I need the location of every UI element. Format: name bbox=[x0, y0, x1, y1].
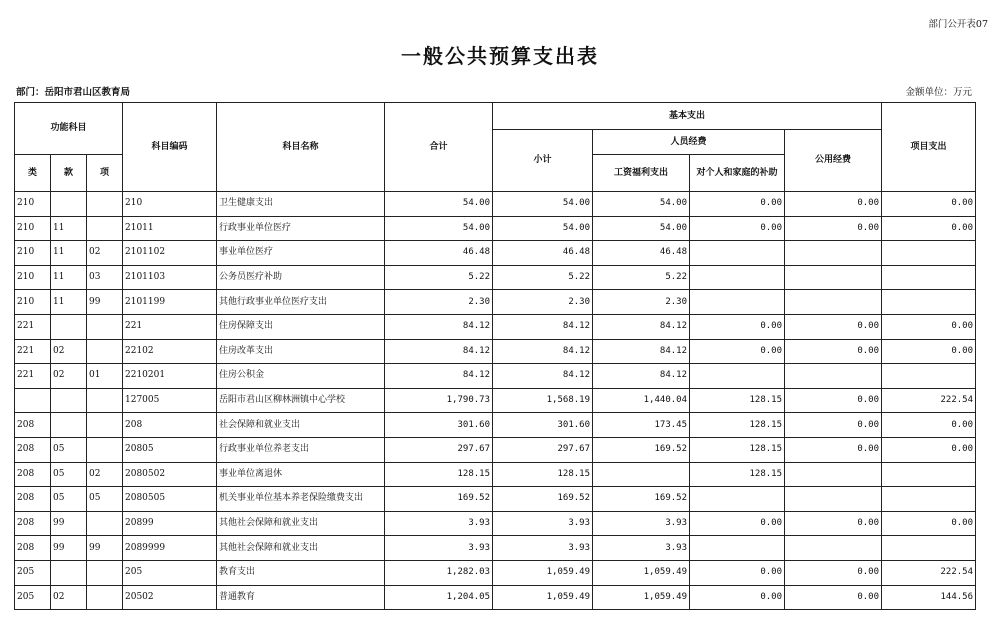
cell-subject-name: 岳阳市君山区柳林洲镇中心学校 bbox=[217, 388, 385, 413]
cell-total: 46.48 bbox=[385, 241, 493, 266]
cell-family-subsidy: 0.00 bbox=[690, 192, 785, 217]
cell-salary: 169.52 bbox=[593, 437, 690, 462]
cell-subject-code: 2101199 bbox=[123, 290, 217, 315]
cell-xiang bbox=[87, 388, 123, 413]
header-salary: 工资福利支出 bbox=[593, 155, 690, 192]
header-subject-code: 科目编码 bbox=[123, 103, 217, 192]
cell-project bbox=[882, 536, 976, 561]
cell-xiang: 05 bbox=[87, 487, 123, 512]
cell-lei: 208 bbox=[15, 536, 51, 561]
cell-subject-name: 普通教育 bbox=[217, 585, 385, 610]
cell-xiang bbox=[87, 585, 123, 610]
cell-total: 169.52 bbox=[385, 487, 493, 512]
cell-subtotal: 1,059.49 bbox=[493, 585, 593, 610]
cell-subject-name: 公务员医疗补助 bbox=[217, 265, 385, 290]
cell-total: 54.00 bbox=[385, 192, 493, 217]
cell-subject-name: 其他社会保障和就业支出 bbox=[217, 536, 385, 561]
cell-salary: 169.52 bbox=[593, 487, 690, 512]
cell-project: 0.00 bbox=[882, 192, 976, 217]
cell-lei bbox=[15, 388, 51, 413]
cell-total: 297.67 bbox=[385, 437, 493, 462]
cell-family-subsidy: 0.00 bbox=[690, 511, 785, 536]
cell-kuan bbox=[51, 560, 87, 585]
cell-total: 128.15 bbox=[385, 462, 493, 487]
cell-public-funds: 0.00 bbox=[785, 192, 882, 217]
cell-total: 84.12 bbox=[385, 339, 493, 364]
cell-subject-name: 机关事业单位基本养老保险缴费支出 bbox=[217, 487, 385, 512]
cell-kuan: 11 bbox=[51, 216, 87, 241]
cell-subtotal: 169.52 bbox=[493, 487, 593, 512]
table-row bbox=[15, 216, 976, 241]
cell-subtotal: 54.00 bbox=[493, 192, 593, 217]
cell-kuan: 11 bbox=[51, 265, 87, 290]
cell-lei: 205 bbox=[15, 585, 51, 610]
cell-subject-name: 住房改革支出 bbox=[217, 339, 385, 364]
cell-total: 3.93 bbox=[385, 511, 493, 536]
cell-salary: 5.22 bbox=[593, 265, 690, 290]
table-row bbox=[15, 388, 976, 413]
cell-project: 0.00 bbox=[882, 339, 976, 364]
cell-public-funds: 0.00 bbox=[785, 560, 882, 585]
header-lei: 类 bbox=[15, 155, 51, 192]
cell-subtotal: 2.30 bbox=[493, 290, 593, 315]
cell-salary: 84.12 bbox=[593, 314, 690, 339]
cell-salary: 84.12 bbox=[593, 364, 690, 389]
table-row bbox=[15, 536, 976, 561]
cell-lei: 210 bbox=[15, 290, 51, 315]
table-row bbox=[15, 511, 976, 536]
cell-lei: 208 bbox=[15, 511, 51, 536]
cell-kuan: 05 bbox=[51, 437, 87, 462]
cell-total: 1,790.73 bbox=[385, 388, 493, 413]
cell-lei: 210 bbox=[15, 265, 51, 290]
cell-public-funds bbox=[785, 265, 882, 290]
cell-public-funds bbox=[785, 487, 882, 512]
cell-family-subsidy bbox=[690, 241, 785, 266]
cell-salary: 2.30 bbox=[593, 290, 690, 315]
header-project-expense: 项目支出 bbox=[882, 103, 976, 192]
cell-family-subsidy bbox=[690, 364, 785, 389]
cell-salary: 46.48 bbox=[593, 241, 690, 266]
cell-family-subsidy: 128.15 bbox=[690, 388, 785, 413]
cell-lei: 208 bbox=[15, 462, 51, 487]
header-total: 合计 bbox=[385, 103, 493, 192]
cell-subject-name: 行政事业单位养老支出 bbox=[217, 437, 385, 462]
cell-public-funds: 0.00 bbox=[785, 437, 882, 462]
cell-total: 84.12 bbox=[385, 364, 493, 389]
cell-subtotal: 297.67 bbox=[493, 437, 593, 462]
header-subtotal: 小计 bbox=[493, 130, 593, 192]
cell-total: 54.00 bbox=[385, 216, 493, 241]
cell-project: 0.00 bbox=[882, 314, 976, 339]
table-row bbox=[15, 560, 976, 585]
cell-xiang: 99 bbox=[87, 536, 123, 561]
cell-subject-name: 行政事业单位医疗 bbox=[217, 216, 385, 241]
cell-public-funds: 0.00 bbox=[785, 339, 882, 364]
cell-subtotal: 1,059.49 bbox=[493, 560, 593, 585]
cell-xiang: 99 bbox=[87, 290, 123, 315]
cell-kuan: 99 bbox=[51, 511, 87, 536]
cell-subject-code: 210 bbox=[123, 192, 217, 217]
header-xiang: 项 bbox=[87, 155, 123, 192]
cell-salary: 54.00 bbox=[593, 216, 690, 241]
table-row bbox=[15, 192, 976, 217]
cell-xiang bbox=[87, 511, 123, 536]
cell-subject-name: 住房保障支出 bbox=[217, 314, 385, 339]
cell-public-funds bbox=[785, 241, 882, 266]
cell-lei: 221 bbox=[15, 339, 51, 364]
cell-xiang: 01 bbox=[87, 364, 123, 389]
cell-subtotal: 301.60 bbox=[493, 413, 593, 438]
cell-subject-code: 2101102 bbox=[123, 241, 217, 266]
cell-xiang: 02 bbox=[87, 241, 123, 266]
cell-total: 5.22 bbox=[385, 265, 493, 290]
department-label: 部门：岳阳市君山区教育局 bbox=[16, 87, 131, 98]
cell-kuan bbox=[51, 413, 87, 438]
header-kuan: 款 bbox=[51, 155, 87, 192]
cell-kuan: 05 bbox=[51, 487, 87, 512]
cell-total: 84.12 bbox=[385, 314, 493, 339]
table-row bbox=[15, 462, 976, 487]
cell-family-subsidy: 0.00 bbox=[690, 314, 785, 339]
cell-total: 3.93 bbox=[385, 536, 493, 561]
cell-total: 1,204.05 bbox=[385, 585, 493, 610]
cell-public-funds: 0.00 bbox=[785, 216, 882, 241]
budget-table bbox=[14, 102, 976, 610]
cell-xiang bbox=[87, 192, 123, 217]
cell-xiang bbox=[87, 437, 123, 462]
cell-family-subsidy: 0.00 bbox=[690, 585, 785, 610]
cell-salary: 84.12 bbox=[593, 339, 690, 364]
cell-subject-name: 卫生健康支出 bbox=[217, 192, 385, 217]
cell-subject-code: 2101103 bbox=[123, 265, 217, 290]
cell-kuan: 11 bbox=[51, 290, 87, 315]
cell-subject-name: 其他行政事业单位医疗支出 bbox=[217, 290, 385, 315]
header-personnel: 人员经费 bbox=[593, 130, 785, 155]
cell-project bbox=[882, 265, 976, 290]
cell-project: 0.00 bbox=[882, 413, 976, 438]
cell-total: 2.30 bbox=[385, 290, 493, 315]
cell-subtotal: 128.15 bbox=[493, 462, 593, 487]
cell-xiang bbox=[87, 413, 123, 438]
page-title: 一般公共预算支出表 bbox=[401, 44, 599, 68]
cell-salary: 3.93 bbox=[593, 511, 690, 536]
cell-subtotal: 1,568.19 bbox=[493, 388, 593, 413]
cell-subtotal: 54.00 bbox=[493, 216, 593, 241]
cell-family-subsidy bbox=[690, 487, 785, 512]
cell-project: 0.00 bbox=[882, 437, 976, 462]
table-row bbox=[15, 364, 976, 389]
cell-kuan: 99 bbox=[51, 536, 87, 561]
cell-project bbox=[882, 290, 976, 315]
cell-public-funds: 0.00 bbox=[785, 413, 882, 438]
cell-kuan bbox=[51, 314, 87, 339]
table-row bbox=[15, 290, 976, 315]
table-row bbox=[15, 487, 976, 512]
cell-lei: 210 bbox=[15, 216, 51, 241]
cell-subject-code: 2080505 bbox=[123, 487, 217, 512]
table-row bbox=[15, 241, 976, 266]
header-public-funds: 公用经费 bbox=[785, 130, 882, 192]
header-subject-name: 科目名称 bbox=[217, 103, 385, 192]
cell-subject-code: 208 bbox=[123, 413, 217, 438]
cell-salary: 1,059.49 bbox=[593, 585, 690, 610]
cell-xiang bbox=[87, 314, 123, 339]
cell-project: 222.54 bbox=[882, 388, 976, 413]
cell-project: 0.00 bbox=[882, 216, 976, 241]
cell-salary: 3.93 bbox=[593, 536, 690, 561]
cell-kuan: 02 bbox=[51, 364, 87, 389]
cell-subtotal: 84.12 bbox=[493, 364, 593, 389]
header-family-subsidy: 对个人和家庭的补助 bbox=[690, 155, 785, 192]
cell-subtotal: 84.12 bbox=[493, 339, 593, 364]
cell-lei: 208 bbox=[15, 437, 51, 462]
table-row bbox=[15, 314, 976, 339]
cell-kuan: 11 bbox=[51, 241, 87, 266]
table-row bbox=[15, 437, 976, 462]
cell-public-funds: 0.00 bbox=[785, 388, 882, 413]
cell-subject-name: 社会保障和就业支出 bbox=[217, 413, 385, 438]
cell-xiang bbox=[87, 339, 123, 364]
cell-salary: 1,440.04 bbox=[593, 388, 690, 413]
cell-lei: 205 bbox=[15, 560, 51, 585]
cell-lei: 221 bbox=[15, 314, 51, 339]
cell-xiang: 02 bbox=[87, 462, 123, 487]
cell-salary bbox=[593, 462, 690, 487]
cell-public-funds bbox=[785, 536, 882, 561]
cell-family-subsidy: 128.15 bbox=[690, 413, 785, 438]
cell-xiang bbox=[87, 216, 123, 241]
cell-subject-code: 20899 bbox=[123, 511, 217, 536]
header-func-subject: 功能科目 bbox=[15, 103, 123, 155]
cell-subtotal: 3.93 bbox=[493, 511, 593, 536]
cell-public-funds bbox=[785, 290, 882, 315]
cell-kuan: 02 bbox=[51, 585, 87, 610]
table-row bbox=[15, 585, 976, 610]
header-basic-expense: 基本支出 bbox=[493, 103, 882, 130]
cell-lei: 208 bbox=[15, 413, 51, 438]
cell-subject-code: 205 bbox=[123, 560, 217, 585]
cell-subtotal: 5.22 bbox=[493, 265, 593, 290]
cell-subject-code: 20502 bbox=[123, 585, 217, 610]
table-number-label: 部门公开表07 bbox=[928, 19, 988, 30]
cell-subject-name: 教育支出 bbox=[217, 560, 385, 585]
cell-subject-code: 127005 bbox=[123, 388, 217, 413]
cell-total: 301.60 bbox=[385, 413, 493, 438]
cell-subject-name: 事业单位医疗 bbox=[217, 241, 385, 266]
cell-lei: 210 bbox=[15, 241, 51, 266]
cell-family-subsidy: 0.00 bbox=[690, 560, 785, 585]
cell-public-funds: 0.00 bbox=[785, 314, 882, 339]
cell-subject-code: 21011 bbox=[123, 216, 217, 241]
cell-salary: 1,059.49 bbox=[593, 560, 690, 585]
cell-subject-name: 其他社会保障和就业支出 bbox=[217, 511, 385, 536]
cell-project: 222.54 bbox=[882, 560, 976, 585]
cell-salary: 173.45 bbox=[593, 413, 690, 438]
cell-project: 144.56 bbox=[882, 585, 976, 610]
cell-lei: 221 bbox=[15, 364, 51, 389]
cell-public-funds: 0.00 bbox=[785, 585, 882, 610]
cell-kuan bbox=[51, 192, 87, 217]
cell-subject-code: 20805 bbox=[123, 437, 217, 462]
unit-label: 金额单位：万元 bbox=[905, 87, 972, 98]
cell-family-subsidy: 128.15 bbox=[690, 462, 785, 487]
cell-xiang bbox=[87, 560, 123, 585]
cell-family-subsidy: 128.15 bbox=[690, 437, 785, 462]
cell-subject-code: 2210201 bbox=[123, 364, 217, 389]
cell-family-subsidy: 0.00 bbox=[690, 216, 785, 241]
cell-kuan bbox=[51, 388, 87, 413]
cell-public-funds bbox=[785, 462, 882, 487]
cell-family-subsidy bbox=[690, 290, 785, 315]
table-row bbox=[15, 413, 976, 438]
cell-subject-code: 2089999 bbox=[123, 536, 217, 561]
cell-lei: 210 bbox=[15, 192, 51, 217]
cell-project bbox=[882, 487, 976, 512]
cell-project bbox=[882, 241, 976, 266]
cell-kuan: 05 bbox=[51, 462, 87, 487]
cell-subject-code: 22102 bbox=[123, 339, 217, 364]
cell-total: 1,282.03 bbox=[385, 560, 493, 585]
cell-subject-code: 221 bbox=[123, 314, 217, 339]
cell-public-funds: 0.00 bbox=[785, 511, 882, 536]
cell-subject-name: 住房公积金 bbox=[217, 364, 385, 389]
cell-subject-name: 事业单位离退休 bbox=[217, 462, 385, 487]
cell-subtotal: 84.12 bbox=[493, 314, 593, 339]
cell-project bbox=[882, 364, 976, 389]
table-row bbox=[15, 265, 976, 290]
cell-xiang: 03 bbox=[87, 265, 123, 290]
cell-family-subsidy bbox=[690, 536, 785, 561]
cell-family-subsidy: 0.00 bbox=[690, 339, 785, 364]
cell-project: 0.00 bbox=[882, 511, 976, 536]
cell-subject-code: 2080502 bbox=[123, 462, 217, 487]
cell-lei: 208 bbox=[15, 487, 51, 512]
cell-family-subsidy bbox=[690, 265, 785, 290]
table-body bbox=[15, 192, 976, 610]
table-row bbox=[15, 339, 976, 364]
cell-kuan: 02 bbox=[51, 339, 87, 364]
cell-project bbox=[882, 462, 976, 487]
cell-subtotal: 3.93 bbox=[493, 536, 593, 561]
cell-subtotal: 46.48 bbox=[493, 241, 593, 266]
cell-salary: 54.00 bbox=[593, 192, 690, 217]
cell-public-funds bbox=[785, 364, 882, 389]
